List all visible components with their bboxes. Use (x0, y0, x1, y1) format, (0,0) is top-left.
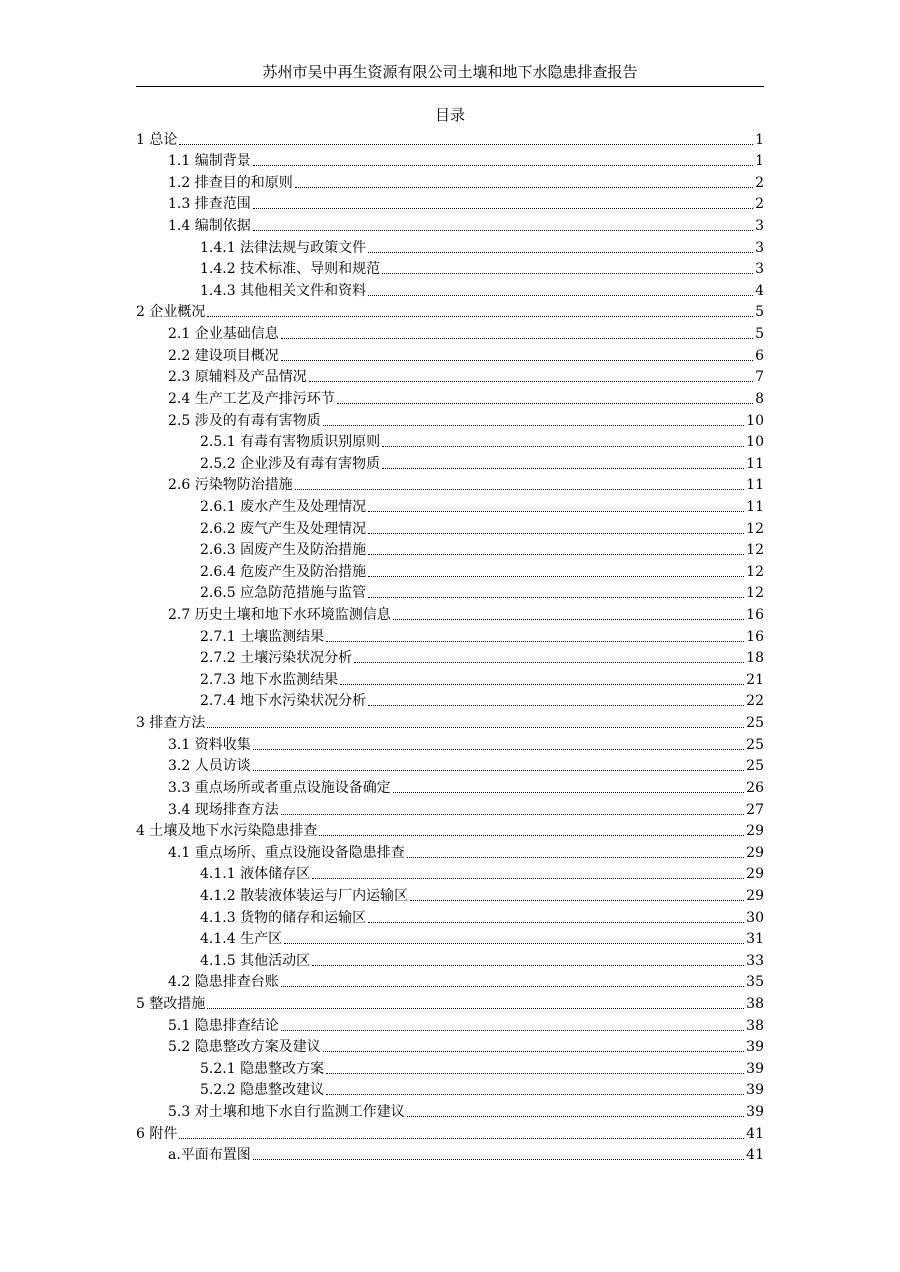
toc-entry-page-number: 11 (746, 477, 764, 494)
toc-entry-label: 2.7.4 地下水污染状况分析 (200, 693, 367, 710)
toc-entry[interactable] (136, 409, 764, 431)
running-header: 苏州市吴中再生资源有限公司土壤和地下水隐患排查报告 (262, 63, 638, 81)
toc-entry-page-number: 25 (746, 736, 764, 753)
toc-entry[interactable] (136, 841, 764, 863)
toc-entry[interactable] (136, 755, 764, 777)
toc-entry-label: 4.1.4 生产区 (200, 931, 283, 948)
toc-entry[interactable] (136, 1122, 764, 1144)
toc-dot-leader (281, 1030, 744, 1031)
toc-entry-page-number: 26 (746, 779, 764, 796)
toc-entry-label: 1 总论 (136, 131, 178, 148)
toc-entry[interactable] (136, 647, 764, 669)
toc-entry-page-number: 2 (755, 196, 764, 213)
toc-entry[interactable] (136, 258, 764, 280)
toc-entry-page-number: 25 (746, 758, 764, 775)
toc-entry[interactable] (136, 992, 764, 1014)
toc-entry[interactable] (136, 474, 764, 496)
toc-entry[interactable] (136, 128, 764, 150)
toc-dot-leader (312, 965, 744, 966)
toc-dot-leader (319, 835, 744, 836)
toc-dot-leader (323, 425, 744, 426)
toc-entry-page-number: 38 (746, 995, 764, 1012)
toc-dot-leader (281, 360, 753, 361)
toc-entry-page-number: 5 (755, 326, 764, 343)
toc-entry[interactable] (136, 949, 764, 971)
toc-entry[interactable] (136, 236, 764, 258)
toc-entry-label: 1.4.3 其他相关文件和资料 (200, 282, 367, 299)
toc-entry-label: 1.4.1 法律法规与政策文件 (200, 239, 367, 256)
header-divider (136, 86, 764, 87)
toc-dot-leader (284, 943, 744, 944)
toc-entry[interactable] (136, 1144, 764, 1166)
toc-entry-page-number: 4 (755, 282, 764, 299)
toc-entry[interactable] (136, 820, 764, 842)
toc-entry-page-number: 11 (746, 455, 764, 472)
toc-entry[interactable] (136, 733, 764, 755)
toc-entry-page-number: 8 (755, 390, 764, 407)
toc-entry[interactable] (136, 560, 764, 582)
toc-dot-leader (281, 338, 753, 339)
toc-entry-page-number: 31 (746, 931, 764, 948)
table-of-contents (136, 128, 764, 1165)
toc-title: 目录 (434, 106, 465, 124)
toc-dot-leader (368, 511, 744, 512)
toc-dot-leader (368, 554, 744, 555)
toc-entry-label: 2.7.1 土壤监测结果 (200, 628, 325, 645)
toc-dot-leader (410, 900, 744, 901)
toc-dot-leader (368, 576, 744, 577)
toc-entry-label: 3.4 现场排查方法 (168, 801, 279, 818)
toc-entry-label: 3 排查方法 (136, 715, 206, 732)
toc-entry-label: 4.1.2 散装液体装运与厂内运输区 (200, 887, 409, 904)
toc-entry-page-number: 33 (746, 952, 764, 969)
toc-entry[interactable] (136, 322, 764, 344)
toc-entry[interactable] (136, 1014, 764, 1036)
toc-entry-label: 1.4 编制依据 (168, 218, 251, 235)
toc-entry-label: 4.1.1 液体储存区 (200, 866, 311, 883)
toc-dot-leader (407, 857, 744, 858)
toc-entry-page-number: 29 (746, 887, 764, 904)
toc-entry-page-number: 16 (746, 607, 764, 624)
toc-entry[interactable] (136, 1036, 764, 1058)
toc-entry-label: 5.2.2 隐患整改建议 (200, 1082, 325, 1099)
toc-entry-page-number: 18 (746, 650, 764, 667)
toc-dot-leader (382, 468, 744, 469)
toc-entry-label: 2.1 企业基础信息 (168, 326, 279, 343)
toc-dot-leader (407, 1116, 744, 1117)
toc-dot-leader (382, 446, 744, 447)
toc-entry-label: 2.5 涉及的有毒有害物质 (168, 412, 321, 429)
toc-dot-leader (393, 619, 744, 620)
toc-entry-label: 2.6.4 危废产生及防治措施 (200, 563, 367, 580)
toc-dot-leader (295, 489, 744, 490)
toc-entry[interactable] (136, 1100, 764, 1122)
toc-dot-leader (295, 187, 753, 188)
toc-dot-leader (207, 727, 744, 728)
toc-entry-page-number: 39 (746, 1060, 764, 1077)
toc-entry-page-number: 5 (755, 304, 764, 321)
toc-entry-label: 2.3 原辅料及产品情况 (168, 369, 307, 386)
toc-entry-label: 1.4.2 技术标准、导则和规范 (200, 261, 381, 278)
toc-entry-label: 2.6.3 固废产生及防治措施 (200, 542, 367, 559)
toc-dot-leader (253, 230, 753, 231)
toc-entry[interactable] (136, 452, 764, 474)
toc-entry[interactable] (136, 582, 764, 604)
toc-entry[interactable] (136, 387, 764, 409)
toc-entry[interactable] (136, 1079, 764, 1101)
toc-entry[interactable] (136, 1057, 764, 1079)
toc-dot-leader (340, 684, 744, 685)
toc-entry-page-number: 2 (755, 174, 764, 191)
toc-entry-label: 5.3 对土壤和地下水自行监测工作建议 (168, 1104, 405, 1121)
toc-dot-leader (253, 165, 753, 166)
toc-entry-page-number: 21 (746, 671, 764, 688)
toc-dot-leader (179, 1138, 744, 1139)
toc-entry-page-number: 12 (746, 542, 764, 559)
toc-entry-label: 2.7.3 地下水监测结果 (200, 671, 339, 688)
toc-dot-leader (368, 252, 753, 253)
toc-entry[interactable] (136, 711, 764, 733)
toc-entry[interactable] (136, 344, 764, 366)
toc-entry-page-number: 30 (746, 909, 764, 926)
toc-entry-label: 2.6.1 废水产生及处理情况 (200, 498, 367, 515)
toc-entry-label: 3.3 重点场所或者重点设施设备确定 (168, 779, 391, 796)
toc-dot-leader (253, 770, 744, 771)
toc-dot-leader (326, 641, 744, 642)
toc-entry-page-number: 22 (746, 693, 764, 710)
toc-entry[interactable] (136, 603, 764, 625)
toc-dot-leader (207, 316, 753, 317)
toc-entry-label: 2.6 污染物防治措施 (168, 477, 293, 494)
toc-dot-leader (179, 144, 753, 145)
toc-entry-page-number: 39 (746, 1082, 764, 1099)
toc-entry-page-number: 29 (746, 823, 764, 840)
toc-dot-leader (326, 1094, 744, 1095)
toc-entry-label: 2.5.1 有毒有害物质识别原则 (200, 434, 381, 451)
toc-dot-leader (323, 1051, 744, 1052)
toc-entry[interactable] (136, 366, 764, 388)
toc-entry[interactable] (136, 690, 764, 712)
toc-entry[interactable] (136, 517, 764, 539)
toc-entry-label: 3.2 人员访谈 (168, 758, 251, 775)
toc-dot-leader (253, 1159, 744, 1160)
toc-entry-page-number: 35 (746, 974, 764, 991)
toc-dot-leader (253, 749, 744, 750)
toc-entry-page-number: 25 (746, 715, 764, 732)
toc-entry-page-number: 10 (746, 412, 764, 429)
toc-dot-leader (207, 1008, 744, 1009)
toc-entry-label: 1.2 排查目的和原则 (168, 174, 293, 191)
toc-entry-label: 4.1 重点场所、重点设施设备隐患排查 (168, 844, 405, 861)
toc-entry-page-number: 3 (755, 261, 764, 278)
toc-entry-page-number: 12 (746, 585, 764, 602)
toc-dot-leader (337, 403, 753, 404)
toc-entry[interactable] (136, 171, 764, 193)
toc-entry-page-number: 6 (755, 347, 764, 364)
toc-entry-label: 4.2 隐患排查台账 (168, 974, 279, 991)
toc-entry[interactable] (136, 625, 764, 647)
toc-entry[interactable] (136, 301, 764, 323)
toc-entry-label: 4 土壤及地下水污染隐患排查 (136, 823, 318, 840)
toc-entry-label: 6 附件 (136, 1125, 178, 1142)
toc-entry-label: 2.5.2 企业涉及有毒有害物质 (200, 455, 381, 472)
toc-dot-leader (281, 814, 744, 815)
toc-dot-leader (354, 662, 744, 663)
toc-entry-label: a.平面布置图 (168, 1147, 251, 1164)
toc-dot-leader (312, 878, 744, 879)
toc-entry-label: 2.7 历史土壤和地下水环境监测信息 (168, 607, 391, 624)
toc-dot-leader (281, 986, 744, 987)
toc-entry-page-number: 1 (755, 153, 764, 170)
toc-entry-page-number: 12 (746, 563, 764, 580)
toc-entry[interactable] (136, 279, 764, 301)
toc-entry-page-number: 3 (755, 239, 764, 256)
toc-entry-page-number: 38 (746, 1017, 764, 1034)
toc-entry[interactable] (136, 928, 764, 950)
toc-entry[interactable] (136, 798, 764, 820)
toc-entry[interactable] (136, 776, 764, 798)
toc-entry-page-number: 16 (746, 628, 764, 645)
toc-entry[interactable] (136, 863, 764, 885)
toc-dot-leader (368, 533, 744, 534)
toc-entry-page-number: 12 (746, 520, 764, 537)
toc-entry-page-number: 11 (746, 498, 764, 515)
toc-entry-page-number: 41 (746, 1125, 764, 1142)
toc-entry-label: 5.2.1 隐患整改方案 (200, 1060, 325, 1077)
toc-entry-label: 2.6.2 废气产生及处理情况 (200, 520, 367, 537)
toc-entry-label: 4.1.3 货物的储存和运输区 (200, 909, 367, 926)
toc-dot-leader (393, 792, 744, 793)
toc-entry-page-number: 29 (746, 866, 764, 883)
toc-entry-label: 1.3 排查范围 (168, 196, 251, 213)
toc-entry-label: 2.2 建设项目概况 (168, 347, 279, 364)
toc-entry[interactable] (136, 495, 764, 517)
toc-entry-page-number: 39 (746, 1039, 764, 1056)
toc-entry[interactable] (136, 884, 764, 906)
toc-dot-leader (382, 273, 753, 274)
toc-entry-label: 2.4 生产工艺及产排污环节 (168, 390, 335, 407)
toc-entry[interactable] (136, 150, 764, 172)
toc-entry-label: 2.6.5 应急防范措施与监管 (200, 585, 367, 602)
toc-entry-page-number: 7 (755, 369, 764, 386)
toc-entry-page-number: 3 (755, 218, 764, 235)
toc-entry-label: 2.7.2 土壤污染状况分析 (200, 650, 353, 667)
toc-entry-page-number: 29 (746, 844, 764, 861)
toc-dot-leader (368, 922, 744, 923)
toc-entry-label: 5 整改措施 (136, 995, 206, 1012)
toc-entry[interactable] (136, 539, 764, 561)
toc-entry-page-number: 41 (746, 1147, 764, 1164)
toc-entry[interactable] (136, 431, 764, 453)
toc-entry-label: 1.1 编制背景 (168, 153, 251, 170)
toc-entry[interactable] (136, 193, 764, 215)
toc-entry-label: 2 企业概况 (136, 304, 206, 321)
toc-entry-label: 3.1 资料收集 (168, 736, 251, 753)
toc-entry[interactable] (136, 906, 764, 928)
toc-entry-label: 5.1 隐患排查结论 (168, 1017, 279, 1034)
toc-entry-page-number: 39 (746, 1104, 764, 1121)
toc-dot-leader (368, 597, 744, 598)
toc-entry-page-number: 1 (755, 131, 764, 148)
toc-dot-leader (309, 381, 753, 382)
toc-entry[interactable] (136, 668, 764, 690)
toc-entry-label: 5.2 隐患整改方案及建议 (168, 1039, 321, 1056)
toc-entry-page-number: 27 (746, 801, 764, 818)
toc-dot-leader (326, 1073, 744, 1074)
toc-dot-leader (253, 208, 753, 209)
toc-dot-leader (368, 295, 753, 296)
toc-dot-leader (368, 705, 744, 706)
toc-entry-label: 4.1.5 其他活动区 (200, 952, 311, 969)
toc-entry[interactable] (136, 214, 764, 236)
toc-entry-page-number: 10 (746, 434, 764, 451)
toc-entry[interactable] (136, 971, 764, 993)
